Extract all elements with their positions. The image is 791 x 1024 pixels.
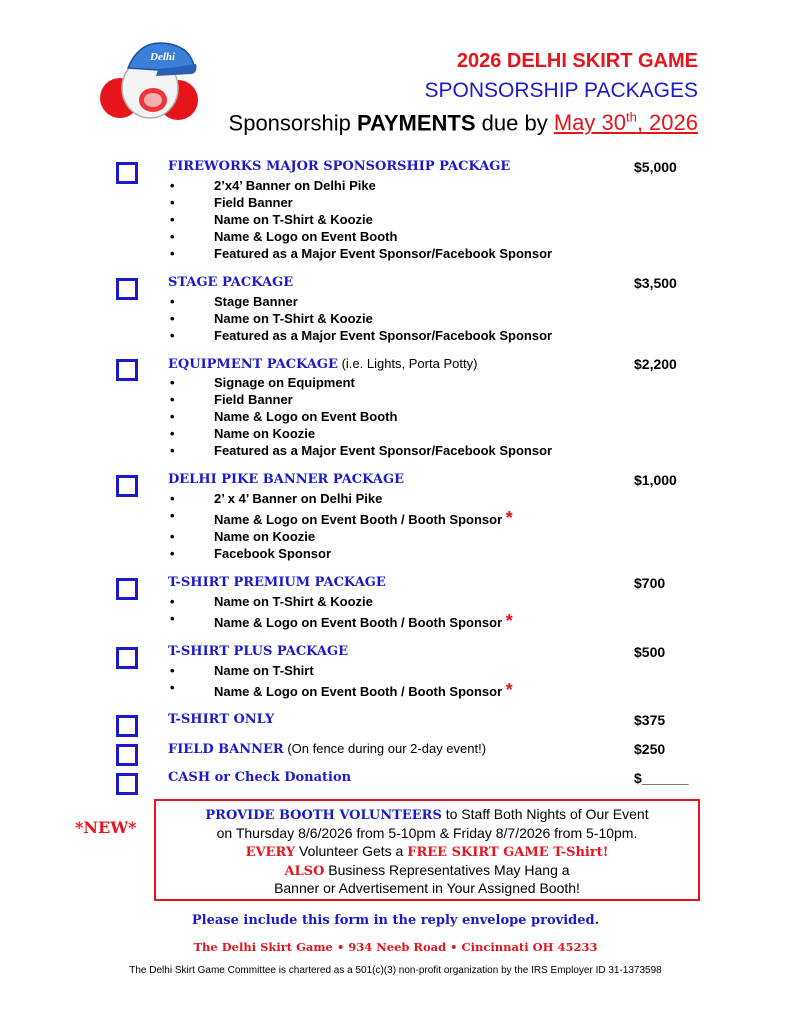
- package-title: T-SHIRT PLUS PACKAGE: [168, 644, 349, 659]
- package-title: FIREWORKS MAJOR SPONSORSHIP PACKAGE: [168, 159, 511, 174]
- package-price: $______: [634, 770, 689, 786]
- benefit-text: Name & Logo on Event Booth / Booth Sponsor: [214, 512, 503, 527]
- package-checkbox[interactable]: [116, 773, 138, 795]
- package-title: CASH or Check Donation: [168, 770, 352, 785]
- footer-address: The Delhi Skirt Game • 934 Neeb Road • Cincinnati OH 45233: [193, 940, 598, 954]
- svg-text:Delhi: Delhi: [150, 51, 176, 63]
- benefit-text: Facebook Sponsor: [214, 546, 332, 561]
- package-checkbox[interactable]: [116, 278, 138, 300]
- footer-instruction: Please include this form in the reply envelope provided.: [191, 913, 600, 928]
- logo: [98, 28, 200, 124]
- benefit-text: Field Banner: [214, 195, 293, 210]
- package-checkbox[interactable]: [116, 475, 138, 497]
- bullet-icon: •: [170, 328, 175, 343]
- page-title: 2026 DELHI SKIRT GAME: [456, 50, 698, 72]
- benefit-text: 2’x4’ Banner on Delhi Pike: [214, 178, 376, 193]
- booth-sponsor-star-icon: *: [505, 611, 513, 631]
- benefit-text: Featured as a Major Event Sponsor/Facebook Sponsor: [214, 443, 553, 458]
- booth-line-2: on Thursday 8/6/2026 from 5-10pm & Friday 8/7/2026 from 5-10pm.: [216, 825, 638, 841]
- booth-sponsor-star-icon: *: [505, 508, 513, 528]
- bullet-icon: •: [170, 426, 175, 441]
- bullet-icon: •: [170, 594, 175, 609]
- bullet-icon: •: [170, 680, 175, 695]
- bullet-icon: •: [170, 546, 175, 561]
- due-mid: due by: [475, 110, 554, 136]
- package-checkbox[interactable]: [116, 647, 138, 669]
- bullet-icon: •: [170, 229, 175, 244]
- benefit-text: Name on Koozie: [214, 529, 316, 544]
- booth-line-1: PROVIDE BOOTH VOLUNTEERS to Staff Both Nights of Our Event: [205, 806, 649, 823]
- benefit-text: Name & Logo on Event Booth: [214, 229, 398, 244]
- package-title: FIELD BANNER (On fence during our 2-day event!): [168, 741, 487, 757]
- benefit-text: Stage Banner: [214, 294, 298, 309]
- package-price: $1,000: [634, 472, 677, 488]
- bullet-icon: •: [170, 491, 175, 506]
- bullet-icon: •: [170, 443, 175, 458]
- bullet-icon: •: [170, 311, 175, 326]
- package-note: (i.e. Lights, Porta Potty): [337, 356, 478, 371]
- page-subtitle: SPONSORSHIP PACKAGES: [424, 79, 698, 102]
- booth-line-4: ALSO Business Representatives May Hang a: [284, 862, 570, 879]
- bullet-icon: •: [170, 212, 175, 227]
- benefit-text: 2’ x 4’ Banner on Delhi Pike: [214, 491, 383, 506]
- bullet-icon: •: [170, 294, 175, 309]
- footer-legal: The Delhi Skirt Game Committee is chartered as a 501(c)(3) non-profit organization by the IRS Employer ID 31-1373598: [129, 965, 662, 976]
- benefit-text: Name on Koozie: [214, 426, 316, 441]
- bullet-icon: •: [170, 246, 175, 261]
- benefit-text: Featured as a Major Event Sponsor/Facebook Sponsor: [214, 328, 553, 343]
- skirt-game-logo-icon: [98, 28, 200, 124]
- package-title: T-SHIRT ONLY: [168, 712, 275, 727]
- package-title: EQUIPMENT PACKAGE (i.e. Lights, Porta Potty): [168, 356, 478, 372]
- bullet-icon: •: [170, 392, 175, 407]
- package-title: T-SHIRT PREMIUM PACKAGE: [168, 575, 386, 590]
- package-checkbox[interactable]: [116, 715, 138, 737]
- benefit-text: Name on T-Shirt & Koozie: [214, 594, 373, 609]
- benefit-text: Name on T-Shirt & Koozie: [214, 311, 373, 326]
- benefit-text: Signage on Equipment: [214, 375, 355, 390]
- package-note: (On fence during our 2-day event!): [283, 741, 487, 756]
- new-label: *NEW*: [75, 818, 137, 837]
- benefit-text: Name on T-Shirt & Koozie: [214, 212, 373, 227]
- benefit-text: Featured as a Major Event Sponsor/Facebook Sponsor: [214, 246, 553, 261]
- bullet-icon: •: [170, 508, 175, 523]
- package-checkbox[interactable]: [116, 578, 138, 600]
- bullet-icon: •: [170, 178, 175, 193]
- package-checkbox[interactable]: [116, 744, 138, 766]
- package-checkbox[interactable]: [116, 359, 138, 381]
- due-bold: PAYMENTS: [356, 110, 476, 136]
- bullet-icon: •: [170, 375, 175, 390]
- bullet-icon: •: [170, 663, 175, 678]
- package-title: DELHI PIKE BANNER PACKAGE: [168, 472, 405, 487]
- booth-volunteers-box: [154, 799, 700, 901]
- due-prefix: Sponsorship: [228, 110, 357, 136]
- due-date: May 30th, 2026: [553, 110, 698, 136]
- benefit-text: Name on T-Shirt: [214, 663, 314, 678]
- bullet-icon: •: [170, 409, 175, 424]
- booth-line-3: EVERY Volunteer Gets a FREE SKIRT GAME T-Shirt!: [245, 843, 609, 860]
- package-price: $3,500: [634, 275, 677, 291]
- bullet-icon: •: [170, 195, 175, 210]
- benefit-text: Name & Logo on Event Booth: [214, 409, 398, 424]
- package-price: $5,000: [634, 159, 677, 175]
- package-price: $500: [634, 644, 666, 660]
- booth-line-5: Banner or Advertisement in Your Assigned Booth!: [274, 880, 580, 896]
- package-price: $2,200: [634, 356, 677, 372]
- package-price: $700: [634, 575, 666, 591]
- payment-due-line: [229, 110, 698, 136]
- package-price: $375: [634, 712, 666, 728]
- benefit-text: Name & Logo on Event Booth / Booth Sponsor: [214, 615, 503, 630]
- booth-sponsor-star-icon: *: [505, 680, 513, 700]
- bullet-icon: •: [170, 611, 175, 626]
- package-checkbox[interactable]: [116, 162, 138, 184]
- package-price: $250: [634, 741, 666, 757]
- package-title: STAGE PACKAGE: [168, 275, 294, 290]
- benefit-text: Field Banner: [214, 392, 293, 407]
- benefit-text: Name & Logo on Event Booth / Booth Sponsor: [214, 684, 503, 699]
- bullet-icon: •: [170, 529, 175, 544]
